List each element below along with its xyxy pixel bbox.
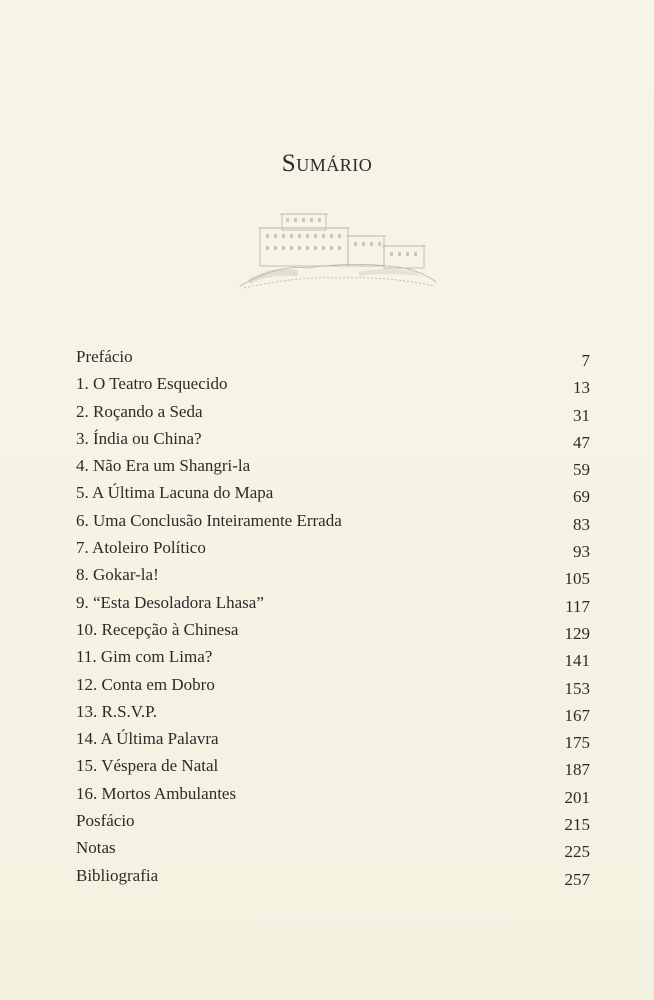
toc-entry-title: Notas <box>76 838 116 858</box>
toc-entry-page-number: 83 <box>573 514 590 534</box>
toc-entry-page-number: 13 <box>573 378 590 398</box>
toc-entry-page-number: 201 <box>564 787 590 807</box>
toc-entry-page-number: 175 <box>564 733 590 753</box>
page-title: Sumário <box>281 150 373 177</box>
toc-entry <box>76 589 590 616</box>
toc-entry-title: Prefácio <box>76 347 133 366</box>
toc-entry-page-number: 153 <box>564 678 590 698</box>
toc-entry-title: 2. Roçando a Seda <box>76 401 203 421</box>
toc-entry-page-number: 31 <box>573 405 590 425</box>
toc-entry <box>76 425 590 452</box>
toc-entry-page-number: 59 <box>573 460 590 480</box>
palace-illustration-icon <box>238 206 438 290</box>
toc-entry-page-number: 141 <box>564 651 590 671</box>
toc-entry-page-number: 257 <box>564 869 590 889</box>
toc-entry <box>76 834 590 861</box>
toc-entry-title: Bibliografia <box>76 865 159 885</box>
toc-entry-title: 10. Recepção à Chinesa <box>76 619 239 639</box>
toc-entry <box>76 479 590 506</box>
table-of-contents <box>76 343 590 889</box>
toc-entry <box>76 616 590 643</box>
toc-entry-title: 3. Índia ou China? <box>76 428 202 448</box>
toc-entry-page-number: 47 <box>573 432 590 452</box>
toc-entry <box>76 534 590 561</box>
toc-entry <box>76 725 590 752</box>
toc-entry-title: 4. Não Era um Shangri-la <box>76 456 251 476</box>
toc-entry-title: 14. A Última Palavra <box>76 729 219 749</box>
toc-entry <box>76 507 590 534</box>
toc-entry <box>76 752 590 779</box>
toc-entry-title: 9. “Esta Desoladora Lhasa” <box>76 592 264 612</box>
toc-entry <box>76 671 590 698</box>
toc-entry-title: 13. R.S.V.P. <box>76 701 157 721</box>
toc-entry-page-number: 167 <box>564 705 590 725</box>
toc-entry-page-number: 225 <box>564 842 590 862</box>
toc-entry-page-number: 187 <box>564 760 590 780</box>
toc-entry-title: 15. Véspera de Natal <box>76 756 219 776</box>
toc-entry-title: 7. Atoleiro Político <box>76 538 206 558</box>
toc-entry-title: 6. Uma Conclusão Inteiramente Errada <box>76 510 342 530</box>
toc-entry-page-number: 69 <box>573 487 590 507</box>
toc-entry-page-number: 215 <box>564 815 590 835</box>
toc-entry-title: Posfácio <box>76 811 135 831</box>
toc-entry <box>76 698 590 725</box>
toc-entry <box>76 780 590 807</box>
toc-entry <box>76 862 590 889</box>
toc-entry <box>76 807 590 834</box>
toc-entry <box>76 643 590 670</box>
toc-entry-title: 16. Mortos Ambulantes <box>76 783 237 803</box>
toc-entry <box>76 561 590 588</box>
toc-entry <box>76 398 590 425</box>
toc-entry-title: 5. A Última Lacuna do Mapa <box>76 483 274 503</box>
toc-entry-page-number: 117 <box>565 596 590 616</box>
toc-entry <box>76 452 590 479</box>
toc-entry-page-number: 129 <box>564 623 590 643</box>
toc-entry-title: 8. Gokar-la! <box>76 565 159 585</box>
toc-entry-title: 1. O Teatro Esquecido <box>76 374 228 394</box>
toc-entry-page-number: 93 <box>573 542 590 562</box>
toc-entry <box>76 370 590 397</box>
toc-entry-page-number: 7 <box>581 351 590 370</box>
toc-entry <box>76 343 590 370</box>
toc-entry-title: 11. Gim com Lima? <box>76 647 213 667</box>
toc-entry-title: 12. Conta em Dobro <box>76 674 215 694</box>
toc-entry-page-number: 105 <box>564 569 590 589</box>
